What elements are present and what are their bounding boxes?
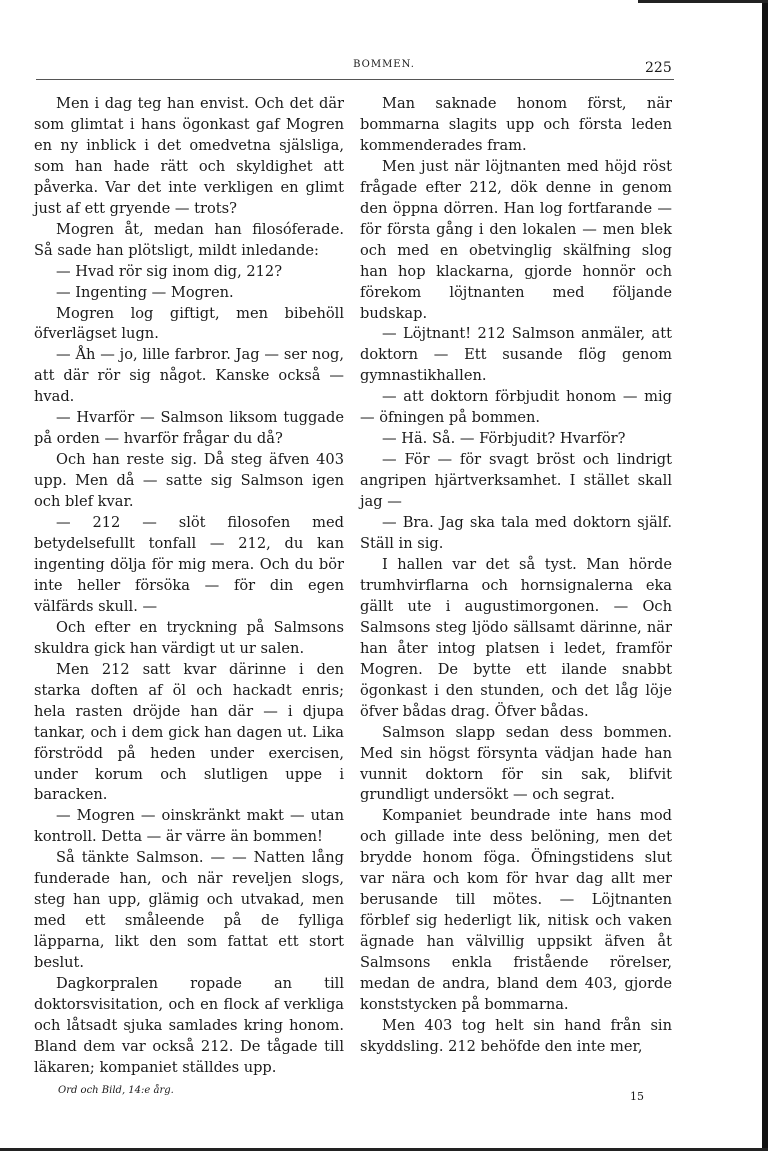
paragraph: Man saknade honom först, när bommarna slagits upp och första leden kommenderades fram. bbox=[360, 95, 672, 154]
paragraph: Men i dag teg han envist. Och det där som glimtat i hans ögonkast gaf Mogren en ny inblick i det omedvetna själsliga, som han hade rätt och skyldighet att påverka. Var det inte verkligen en glimt just af ett gryende — trots? bbox=[34, 95, 344, 217]
paragraph: — Hä. Så. — Förbjudit? Hvarför? bbox=[382, 430, 626, 448]
paragraph: — att doktorn förbjudit honom — mig — öfningen på bommen. bbox=[360, 388, 672, 427]
paragraph: — Bra. Jag ska tala med doktorn själf. Ställ in sig. bbox=[360, 514, 672, 553]
scan-edge-shadow bbox=[762, 0, 768, 1151]
paragraph: — Hvad rör sig inom dig, 212? bbox=[56, 262, 283, 280]
paragraph: Men 403 tog helt sin hand från sin skyddsling. 212 behöfde den inte mer, bbox=[360, 1016, 672, 1055]
page-number: 225 bbox=[645, 60, 672, 76]
running-title: BOMMEN. bbox=[353, 59, 415, 70]
signature-mark: 15 bbox=[630, 1090, 644, 1103]
paragraph: Mogren log giftigt, men bibehöll öfverlägset lugn. bbox=[34, 304, 344, 343]
paragraph: Och han reste sig. Då steg äfven 403 upp. Men då — satte sig Salmson igen och blef kvar. bbox=[34, 451, 344, 511]
paragraph: Dagkorpralen ropade an till doktorsvisitation, och en flock af verkliga och låtsadt sjuka samlades kring honom. Bland dem var också 212. De tågade till läkaren; kompaniet ställdes upp. bbox=[34, 975, 344, 1076]
paragraph: Kompaniet beundrade inte hans mod och gillade inte dess belöning, men det brydde honom föga. Öfningstidens slut var nära och kom för hvar dag allt mer berusande till mötes. — Löjtnanten förblef sig hederligt lik, nitisk och vaken ägnade han välvillig uppsikt äfven åt Salmsons enkla fristående rörelser, medan de andra, bland dem 403, gjorde konststycken på bommarna. bbox=[360, 807, 672, 1013]
right-column bbox=[360, 94, 672, 1058]
paragraph: I hallen var det så tyst. Man hörde trumhvirflarna och hornsignalerna eka gällt ute i augustimorgonen. — Och Salmsons steg ljödo sällsamt därinne, när han åter intog platsen i ledet, framför Mogren. De bytte ett ilande snabbt ögonkast i den stunden, och det låg löje öfver bådas drag. Öfver bådas. bbox=[360, 555, 672, 720]
header-rule bbox=[36, 79, 674, 80]
paragraph: Mogren åt, medan han filosóferade. Så sade han plötsligt, mildt inledande: bbox=[34, 220, 344, 259]
paragraph: — 212 — slöt filosofen med betydelsefullt tonfall — 212, du kan ingenting dölja för mig mera. Och du bör inte heller försöka — för din egen välfärds skull. — bbox=[34, 514, 344, 615]
paragraph: — Åh — jo, lille farbror. Jag — ser nog, att där rör sig något. Kanske också — hvad. bbox=[34, 346, 344, 406]
paragraph: Salmson slapp sedan dess bommen. Med sin högst försynta vädjan hade han vunnit doktorn för sin sak, blifvit grundligt undersökt — och segrat. bbox=[360, 723, 672, 804]
paragraph: — För — för svagt bröst och lindrigt angripen hjärtverksamhet. I stället skall jag — bbox=[360, 451, 672, 511]
paragraph: Och efter en tryckning på Salmsons skuldra gick han värdigt ut ur salen. bbox=[34, 618, 344, 657]
paragraph: — Mogren — oinskränkt makt — utan kontroll. Detta — är värre än bommen! bbox=[34, 807, 344, 846]
left-column bbox=[34, 94, 344, 1079]
source-footnote: Ord och Bild, 14:e årg. bbox=[58, 1085, 174, 1096]
paragraph: Så tänkte Salmson. — — Natten lång funderade han, och när reveljen slogs, steg han upp, glämig och utvakad, men med ett småleende på de fylliga läpparna, likt den som fattat ett stort beslut. bbox=[34, 849, 344, 972]
paragraph: Men 212 satt kvar därinne i den starka doften af öl och hackadt enris; hela rasten dröjde han där — i djupa tankar, och i dem gick han dagen ut. Lika förströdd på heden under exercisen, under korum och slutligen uppe i baracken. bbox=[34, 660, 344, 804]
scan-edge-top bbox=[638, 0, 768, 3]
paragraph: — Ingenting — Mogren. bbox=[56, 283, 234, 301]
paragraph: Men just när löjtnanten med höjd röst frågade efter 212, dök denne in genom den öppna dörren. Han log fortfarande — för första gång i den lokalen — men blek och med en obetvinglig skälfning slog han hop klackarna, gjorde honnör och förekom löjtnanten med följande budskap. bbox=[360, 157, 672, 322]
paragraph: — Löjtnant! 212 Salmson anmäler, att doktorn — Ett susande flög genom gymnastikhallen. bbox=[360, 325, 672, 385]
paragraph: — Hvarför — Salmson liksom tuggade på orden — hvarför frågar du då? bbox=[34, 409, 344, 448]
